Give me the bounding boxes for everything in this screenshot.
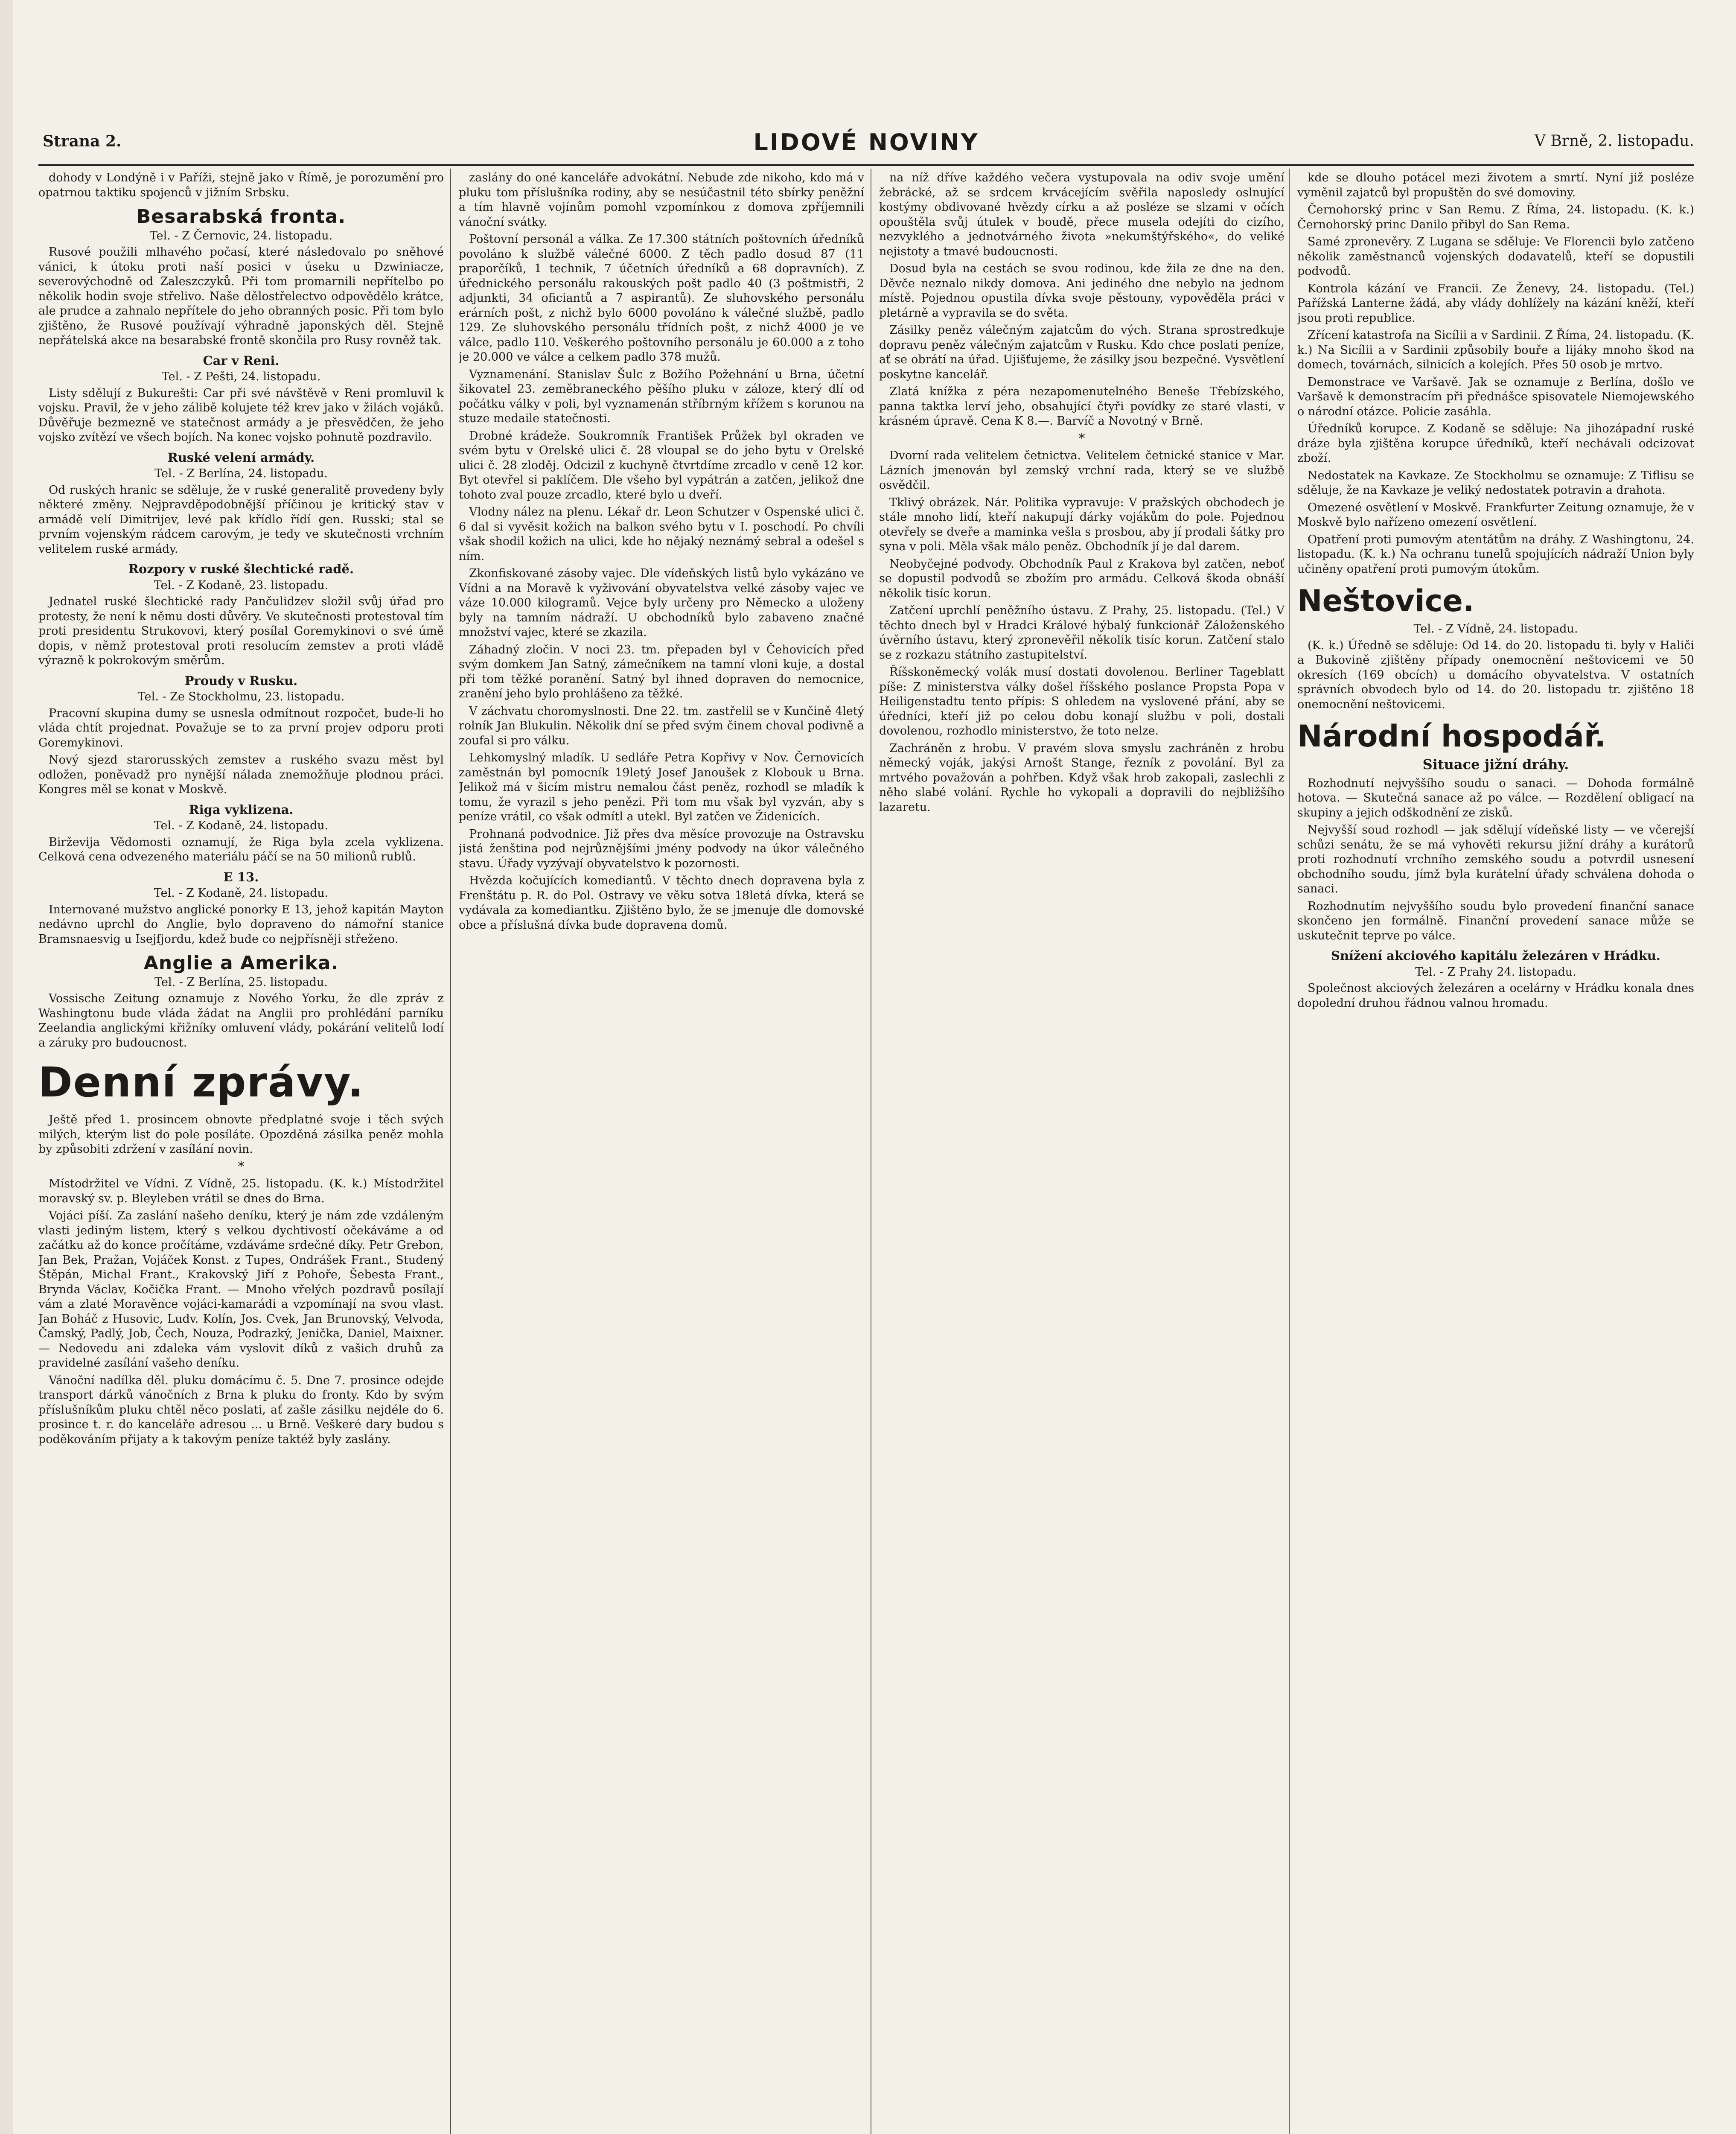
- article-paragraph: Nový sjezd starorusských zemstev a ruského svazu měst byl odložen, poněvadž pro nynější nálada znemožňuje plodnou práci. Kongres měl se konat v Moskvě.: [38, 753, 444, 796]
- article-paragraph: Lehkomyslný mladík. U sedláře Petra Kopřivy v Nov. Černovicích zaměstnán byl pomocník 19letý Josef Janoušek z Klobouk u Brna. Jelikož má v šicím mistru nemalou část peněz, rozhodl se mladík k tomu, že vyrazil s jeho penězi. Při tom mu však byl vyzván, aby s peníze vrátil, co však odmítl a utekl. Byl zatčen ve Židenicích.: [459, 751, 864, 823]
- article-dateline: Tel. - Z Vídně, 24. listopadu.: [1413, 622, 1578, 636]
- page-number: Strana 2.: [43, 132, 122, 150]
- article-dateline: Tel. - Z Berlína, 24. listopadu.: [154, 467, 328, 480]
- article-paragraph: Omezené osvětlení v Moskvě. Frankfurter Zeitung oznamuje, že v Moskvě bylo nařízeno omezení osvětlení.: [1297, 501, 1694, 529]
- separator-star: *: [1078, 431, 1085, 446]
- article-heading: Snížení akciového kapitálu železáren v Hrádku.: [1331, 948, 1660, 963]
- article-heading: Car v Reni.: [203, 353, 280, 368]
- article-dateline: Tel. - Z Kodaně, 24. listopadu.: [154, 819, 329, 832]
- article-paragraph: Drobné krádeže. Soukromník František Průžek byl okraden ve svém bytu v Orelské ulici č. 28 vloupal se do jeho bytu v Orelské ulici č. 28 zloděj. Odcizil z kuchyně čtvrtdíme zrcadlo v ceně 12 kor. Byt otevřel si paklíčem. Dle všeho byl vypátrán a zatčen, jelikož dne tohoto zval pouze zrcadlo, které bylo u dveří.: [459, 429, 864, 501]
- column-3: [879, 171, 1285, 2134]
- article-paragraph: Listy sdělují z Bukurešti: Car při své návštěvě v Reni promluvil k vojsku. Pravil, že v jeho zálibě kolujete též krev jako v žilách vojáků. Důvěřuje bezmezně ve statečnost armády a je přesvědčen, že jeho vojsko zvítězí ve všech bojích. Na konec vojsko pohnutě pozdravilo.: [38, 386, 444, 444]
- article-paragraph: (K. k.) Úředně se sděluje: Od 14. do 20. listopadu ti. byly v Haliči a Bukovině zjištěny případy onemocnění neštovicemi ve 50 okresích (169 obcích) u domácího obyvatelstva. V ostatních správních obvodech bylo od 14. do 20. listopadu tr. zjištěno 18 onemocnění neštovicemi.: [1297, 638, 1694, 711]
- article-paragraph: Tklivý obrázek. Nár. Politika vypravuje: V pražských obchodech je stále mnoho lidí, kteří nakupují dárky vojákům do pole. Pojednou otevřely se dveře a maminka vešla s prosbou, aby jí prodali šátky pro syna v poli. Měla však málo peněz. Obchodník jí je dal darem.: [879, 496, 1285, 553]
- article-heading: Riga vyklizena.: [189, 802, 294, 817]
- article-paragraph: Samé zpronevěry. Z Lugana se sděluje: Ve Florencii bylo zatčeno několik zaměstnanců vojenských dodavatelů, kteří se dopustili podvodů.: [1297, 235, 1694, 278]
- column-2: [459, 171, 864, 2134]
- dateline: V Brně, 2. listopadu.: [1534, 132, 1694, 150]
- article-paragraph: Opatření proti pumovým atentátům na dráhy. Z Washingtonu, 24. listopadu. (K. k.) Na ochranu tunelů spojujících nádraží Union byly učiněny opatření proti pumovým útokům.: [1297, 533, 1694, 576]
- article-paragraph: Zkonfiskované zásoby vajec. Dle vídeňských listů bylo vykázáno ve Vídni a na Moravě k vyživování obyvatelstva velké zásoby vajec ve váze 10.000 kilogramů. Vejce byly určeny pro Německo a uloženy byly na tamním nádraží. U obchodníků bylo zabaveno značné množství vajec, které se zkazila.: [459, 567, 864, 639]
- article-paragraph: Zřícení katastrofa na Sicílii a v Sardinii. Z Říma, 24. listopadu. (K. k.) Na Sicílii a v Sardinii způsobily bouře a lijáky mnoho škod na domech, továrnách, silnicích a kolejích. Přes 50 osob je mrtvo.: [1297, 329, 1694, 371]
- section-masthead: Neštovice.: [1297, 583, 1474, 618]
- article-paragraph: Neobyčejné podvody. Obchodník Paul z Krakova byl zatčen, neboť se dopustil podvodů se zbožím pro armádu. Celková škoda obnáší několik tisíc korun.: [879, 557, 1285, 600]
- article-paragraph: Nejvyšší soud rozhodl — jak sdělují vídeňské listy — ve včerejší schůzi senátu, že se má vyhověti rekursu jižní dráhy a kurátorů proti rozhodnutí vrchního zemského soudu a potvrdil usnesení obchodního soudu, jímž byla kurátelní úřady schválena dohoda o sanaci.: [1297, 823, 1694, 895]
- scan-margin: [0, 0, 13, 2134]
- newspaper-page: [30, 0, 1703, 2134]
- article-paragraph: Zachráněn z hrobu. V pravém slova smyslu zachráněn z hrobu německý voják, jakýsi Arnošt Stange, řezník z povolání. Byl za mrtvého považován a pohřben. Když však hrob zakopali, zaslechli z něho slabé volání. Rychle ho vykopali a dopravili do nejbližšího lazaretu.: [879, 741, 1285, 814]
- article-dateline: Tel. - Z Berlína, 25. listopadu.: [154, 975, 328, 989]
- article-paragraph: zaslány do oné kanceláře advokátní. Nebude zde nikoho, kdo má v pluku tom příslušníka rodiny, aby se nesúčastnil této sbírky peněžní a tím hlavně vojínům pomohl vzpomínkou z domova zpříjemnili vánoční svátky.: [459, 171, 864, 229]
- article-paragraph: dohody v Londýně i v Paříži, stejně jako v Římě, je porozumění pro opatrnou taktiku spojenců v jižním Srbsku.: [38, 171, 444, 199]
- article-paragraph: Internované mužstvo anglické ponorky E 13, jehož kapitán Mayton nedávno uprchl do Anglie, bylo dopraveno do námořní stanice Bramsnaesvig u Isejfjordu, kdež bude co nejpřísněji střeženo.: [38, 903, 444, 946]
- article-paragraph: Dosud byla na cestách se svou rodinou, kde žila ze dne na den. Děvče neznalo nikdy domova. Ani jediného dne nebylo na jednom místě. Pojednou opustila dívka svoje pěstouny, vypověděla práci v pletárně a vypravila se do světa.: [879, 262, 1285, 320]
- article-heading: Rozpory v ruské šlechtické radě.: [128, 562, 354, 576]
- article-paragraph: Záhadný zločin. V noci 23. tm. přepaden byl v Čehovicích před svým domkem Jan Satný, zámečníkem na tamní vloni kuje, a dostal při tom těžké poranění. Satný byl ihned dopraven do nemocnice, zranění jeho bylo prohlášeno za těžké.: [459, 643, 864, 700]
- article-paragraph: Birževija Vědomosti oznamují, že Riga byla zcela vyklizena. Celková cena odvezeného materiálu páčí se na 50 milionů rublů.: [38, 835, 444, 863]
- article-dateline: Tel. - Z Černovic, 24. listopadu.: [149, 229, 333, 242]
- article-heading: Proudy v Rusku.: [184, 673, 298, 688]
- separator-star: *: [238, 1159, 245, 1174]
- article-paragraph: na níž dříve každého večera vystupovala na odiv svoje umění žebrácké, až se srdcem krvácejícím svěřila naposledy oslnující kostýmy obdivované hvězdy círku a až posléze se slzami v očích opouštěla svůj útulek v boudě, přece musela odejíti do cizího, nezvyklého a jednotvárného života »nekumštýřského«, do veliké nejistoty a tmavé budoucnosti.: [879, 171, 1285, 258]
- column-1: [38, 171, 444, 2134]
- article-paragraph: Prohnaná podvodnice. Již přes dva měsíce provozuje na Ostravsku jistá ženština pod nejrůznějšími jmény podvody na úkor válečného stavu. Úřady vyzývají obyvatelstvo k pozornosti.: [459, 827, 864, 870]
- article-paragraph: Poštovní personál a válka. Ze 17.300 státních poštovních úředníků povoláno k službě válečné 6000. Z těch padlo dosud 87 (11 praporčíků, 1 technik, 7 účetních úředníků a 68 dopravních). Z úřednického personálu rakouských pošt padlo 40 (3 poštmistři, 2 adjunkti, 34 oficiantů a 7 aspirantů). Ze sluhovského personálu erárních pošt, z nichž bylo 6000 povoláno k válečné službě, padlo 129. Ze sluhovského personálu třídních pošt, z nichž 4000 je ve válce, padlo 110. Veškerého poštovního personálu je 60.000 a z toho je 20.000 ve válce a celkem padlo 378 mužů.: [459, 233, 864, 364]
- column-divider: [1289, 169, 1290, 2134]
- article-paragraph: Vyznamenání. Stanislav Šulc z Božího Požehnání u Brna, účetní šikovatel 23. zeměbraneckého pěšího pluku v záloze, který dlí od počátku války v poli, byl vyznamenán stříbrným křížem s korunou na stuze medaile statečnosti.: [459, 367, 864, 425]
- section-heading: Anglie a Amerika.: [143, 952, 339, 974]
- article-paragraph: Od ruských hranic se sděluje, že v ruské generalitě provedeny byly některé změny. Nejpravděpodobnější příčinou je kritický stav v armádě velí Dimitrijev, levé pak křídlo řídí gen. Russki; stal se prvním vojenským rádcem carovým, je tedy ve skutečnosti vrchním velitelem ruské armády.: [38, 483, 444, 556]
- article-dateline: Tel. - Ze Stockholmu, 23. listopadu.: [137, 690, 345, 703]
- section-subheading: Situace jižní dráhy.: [1422, 756, 1569, 773]
- article-paragraph: Rusové použili mlhavého počasí, které následovalo po sněhové vánici, k útoku proti naší posici v úseku u Dzwiniacze, severovýchodně od Zaleszczyků. Při tom promarnili nepřítelbo po několik hodin svoje střelivo. Naše dělostřelectvo odpovědělo krátce, ale prudce a zahnalo nepřítele do jeho obranných posic. Při tom bylo zjištěno, že Rusové používají výhradně japonských děl. Stejně nepřátelská akce na besarabské frontě skončila pro Rusy rovněž tak.: [38, 245, 444, 347]
- article-paragraph: Zlatá knížka z péra nezapomenutelného Beneše Třebízského, panna taktka lerví jeho, obsahující čtyři povídky ze staré vlasti, v krásném úpravě. Cena K 8.—. Barvíč a Novotný v Brně.: [879, 385, 1285, 428]
- masthead: [30, 129, 1703, 158]
- article-paragraph: Demonstrace ve Varšavě. Jak se oznamuje z Berlína, došlo ve Varšavě k demonstracím při přednášce spisovatele Niemojewského o národní otázce. Policie zasáhla.: [1297, 375, 1694, 418]
- article-dateline: Tel. - Z Kodaně, 24. listopadu.: [154, 886, 329, 900]
- article-paragraph: Rozhodnutí nejvyššího soudu o sanaci. — Dohoda formálně hotova. — Skutečná sanace až po válce. — Rozdělení obligací na skupiny a jejich odškodnění ze zisků.: [1297, 776, 1694, 819]
- article-heading: E 13.: [223, 869, 259, 884]
- article-paragraph: Dvorní rada velitelem četnictva. Velitelem četnické stanice v Mar. Lázních jmenován byl zemský vrchní rada, který se ve službě osvědčil.: [879, 449, 1285, 492]
- section-heading: Besarabská fronta.: [136, 206, 346, 227]
- article-paragraph: Jednatel ruské šlechtické rady Pančulidzev složil svůj úřad pro protesty, že není k němu dosti důvěry. Ve skutečnosti protestoval tím proti presidentu Strukovovi, který posílal Goremykinovi o své úmě dopis, v němž protestoval proti resolucím zemstev a proti vládě výrazně k pokrokovým směrům.: [38, 595, 444, 667]
- article-dateline: Tel. - Z Kodaně, 23. listopadu.: [154, 578, 329, 592]
- column-4: [1297, 171, 1694, 2134]
- article-paragraph: Nedostatek na Kavkaze. Ze Stockholmu se oznamuje: Z Tiflisu se sděluje, že na Kavkaze je veliký nedostatek potravin a drahota.: [1297, 469, 1694, 497]
- article-paragraph: Černohorský princ v San Remu. Z Říma, 24. listopadu. (K. k.) Černohorský princ Danilo přibyl do San Rema.: [1297, 203, 1694, 231]
- article-paragraph: Hvězda kočujících komediantů. V těchto dnech dopravena byla z Frenštátu p. R. do Pol. Ostravy ve věku sotva 18letá dívka, která se vydávala za komediantku. Zjištěno bylo, že se jmenuje dle domovské obce a příslušná dívka bude dopravena domů.: [459, 874, 864, 932]
- article-dateline: Tel. - Z Prahy 24. listopadu.: [1415, 965, 1576, 979]
- article-paragraph: V záchvatu choromyslnosti. Dne 22. tm. zastřelil se v Kunčině 4letý rolník Jan Blukulin. Několik dní se před svým činem choval podivně a zoufal si pro válku.: [459, 704, 864, 747]
- article-paragraph: Vojáci píší. Za zaslání našeho deníku, který je nám zde vzdáleným vlasti jediným listem, který s velkou dychtivostí očekáváme a od začátku až do konce pročítáme, vzdáváme srdečné díky. Petr Grebon, Jan Bek, Pražan, Vojáček Konst. z Tupes, Ondrášek Frant., Studený Štěpán, Michal Frant., Krakovský Jiří z Pohoře, Šebesta Frant., Brynda Václav, Kočička Frant. — Mnoho vřelých pozdravů posílají vám a zlaté Moravěnce vojáci-kamarádi a vzpomínají na svou vlast. Jan Boháč z Husovic, Ludv. Kolín, Jos. Cvek, Jan Brunovský, Velvoda, Čamský, Padlý, Job, Čech, Nouza, Podrazký, Jenička, Daniel, Maixner. — Nedovedu ani zdaleka vám vyslovit díků z vašich druhů za pravidelné zasílání vašeho deníku.: [38, 1209, 444, 1370]
- article-paragraph: Říšskoněmecký volák musí dostati dovolenou. Berliner Tageblatt píše: Z ministerstva války došel říšského poslance Propsta Popa v Heiligenstadtu tento přípis: S ohledem na vyslovené přání, aby se úředníci, kteří již po celou dobu konají službu v poli, dostali dovolenou, rozhodlo ministerstvo, že toto nelze.: [879, 665, 1285, 738]
- article-paragraph: Zásilky peněz válečným zajatcům do vých. Strana sprostredkuje dopravu peněz válečným zajatcům v Rusku. Kdo chce poslati peníze, ať se obrátí na úřad. Ujišťujeme, že zásilky jsou bezpečné. Vysvětlení poskytne kancelář.: [879, 324, 1285, 381]
- article-paragraph: Ještě před 1. prosincem obnovte předplatné svoje i těch svých milých, kterým list do pole posíláte. Opozděná zásilka peněz mohla by způsobiti zdržení v zasílání novin.: [38, 1113, 444, 1156]
- article-paragraph: Rozhodnutím nejvyššího soudu bylo provedení finanční sanace skončeno jen formálně. Finanční provedení sanace může se uskutečnit teprve po válce.: [1297, 899, 1694, 942]
- article-paragraph: Místodržitel ve Vídni. Z Vídně, 25. listopadu. (K. k.) Místodržitel moravský sv. p. Bleyleben vrátil se dnes do Brna.: [38, 1177, 444, 1205]
- article-paragraph: Úředníků korupce. Z Kodaně se sděluje: Na jihozápadní ruské dráze byla zjištěna korupce úředníků, kteří nechávali odcizovat zboží.: [1297, 422, 1694, 465]
- newspaper-title: LIDOVÉ NOVINY: [753, 129, 979, 156]
- article-paragraph: Vánoční nadílka děl. pluku domácímu č. 5. Dne 7. prosince odejde transport dárků vánočních z Brna k pluku do fronty. Kdo by svým příslušníkům pluku chtěl něco poslati, ať zašle zásilku nejdéle do 6. prosince t. r. do kanceláře adresou ... u Brně. Veškeré dary budou s poděkováním přijaty a k takovým peníze taktéž byly zaslány.: [38, 1373, 444, 1446]
- article-dateline: Tel. - Z Pešti, 24. listopadu.: [161, 370, 321, 383]
- article-paragraph: Společnost akciových železáren a ocelárny v Hrádku konala dnes dopolední druhou řádnou valnou hromadu.: [1297, 982, 1694, 1010]
- article-paragraph: Zatčení uprchlí peněžního ústavu. Z Prahy, 25. listopadu. (Tel.) V těchto dnech byl v Hradci Králové hýbalý funkcionář Záloženského úvěrního ústavu, který zpronevěřil několik tisíc korun. Zatčení stalo se z rozkazu státního zastupitelství.: [879, 604, 1285, 662]
- section-masthead: Národní hospodář.: [1297, 719, 1606, 754]
- article-paragraph: Kontrola kázání ve Francii. Ze Ženevy, 24. listopadu. (Tel.) Pařížská Lanterne žádá, aby vlády dohlížely na kázání kněží, kteří jsou proti republice.: [1297, 282, 1694, 325]
- section-masthead: Denní zprávy.: [38, 1058, 364, 1106]
- article-paragraph: kde se dlouho potácel mezi životem a smrtí. Nyní již posléze vyměnil zajatců byl propuštěn do své domoviny.: [1297, 171, 1694, 199]
- article-heading: Ruské velení armády.: [167, 450, 315, 465]
- header-rule: [38, 164, 1694, 166]
- article-paragraph: Pracovní skupina dumy se usnesla odmítnout rozpočet, bude-li ho vláda chtít projednat. Považuje se to za první projev odporu proti Goremykinovi.: [38, 706, 444, 749]
- column-divider: [450, 169, 451, 2134]
- article-paragraph: Vossische Zeitung oznamuje z Nového Yorku, že dle zpráv z Washingtonu bude vláda žádat na Anglii pro prohlédání parníku Zeelandia anglickými křižníky omluvení vlády, pokárání velitelů lodí a záruky pro budoucnost.: [38, 992, 444, 1050]
- article-paragraph: Vlodny nález na plenu. Lékař dr. Leon Schutzer v Ospenské ulici č. 6 dal si vyvěsit kožich na balkon svého bytu v I. poschodí. Po chvíli však shodil kožich na ulici, kde ho nějaký neznámý sebral a odešel s ním.: [459, 505, 864, 563]
